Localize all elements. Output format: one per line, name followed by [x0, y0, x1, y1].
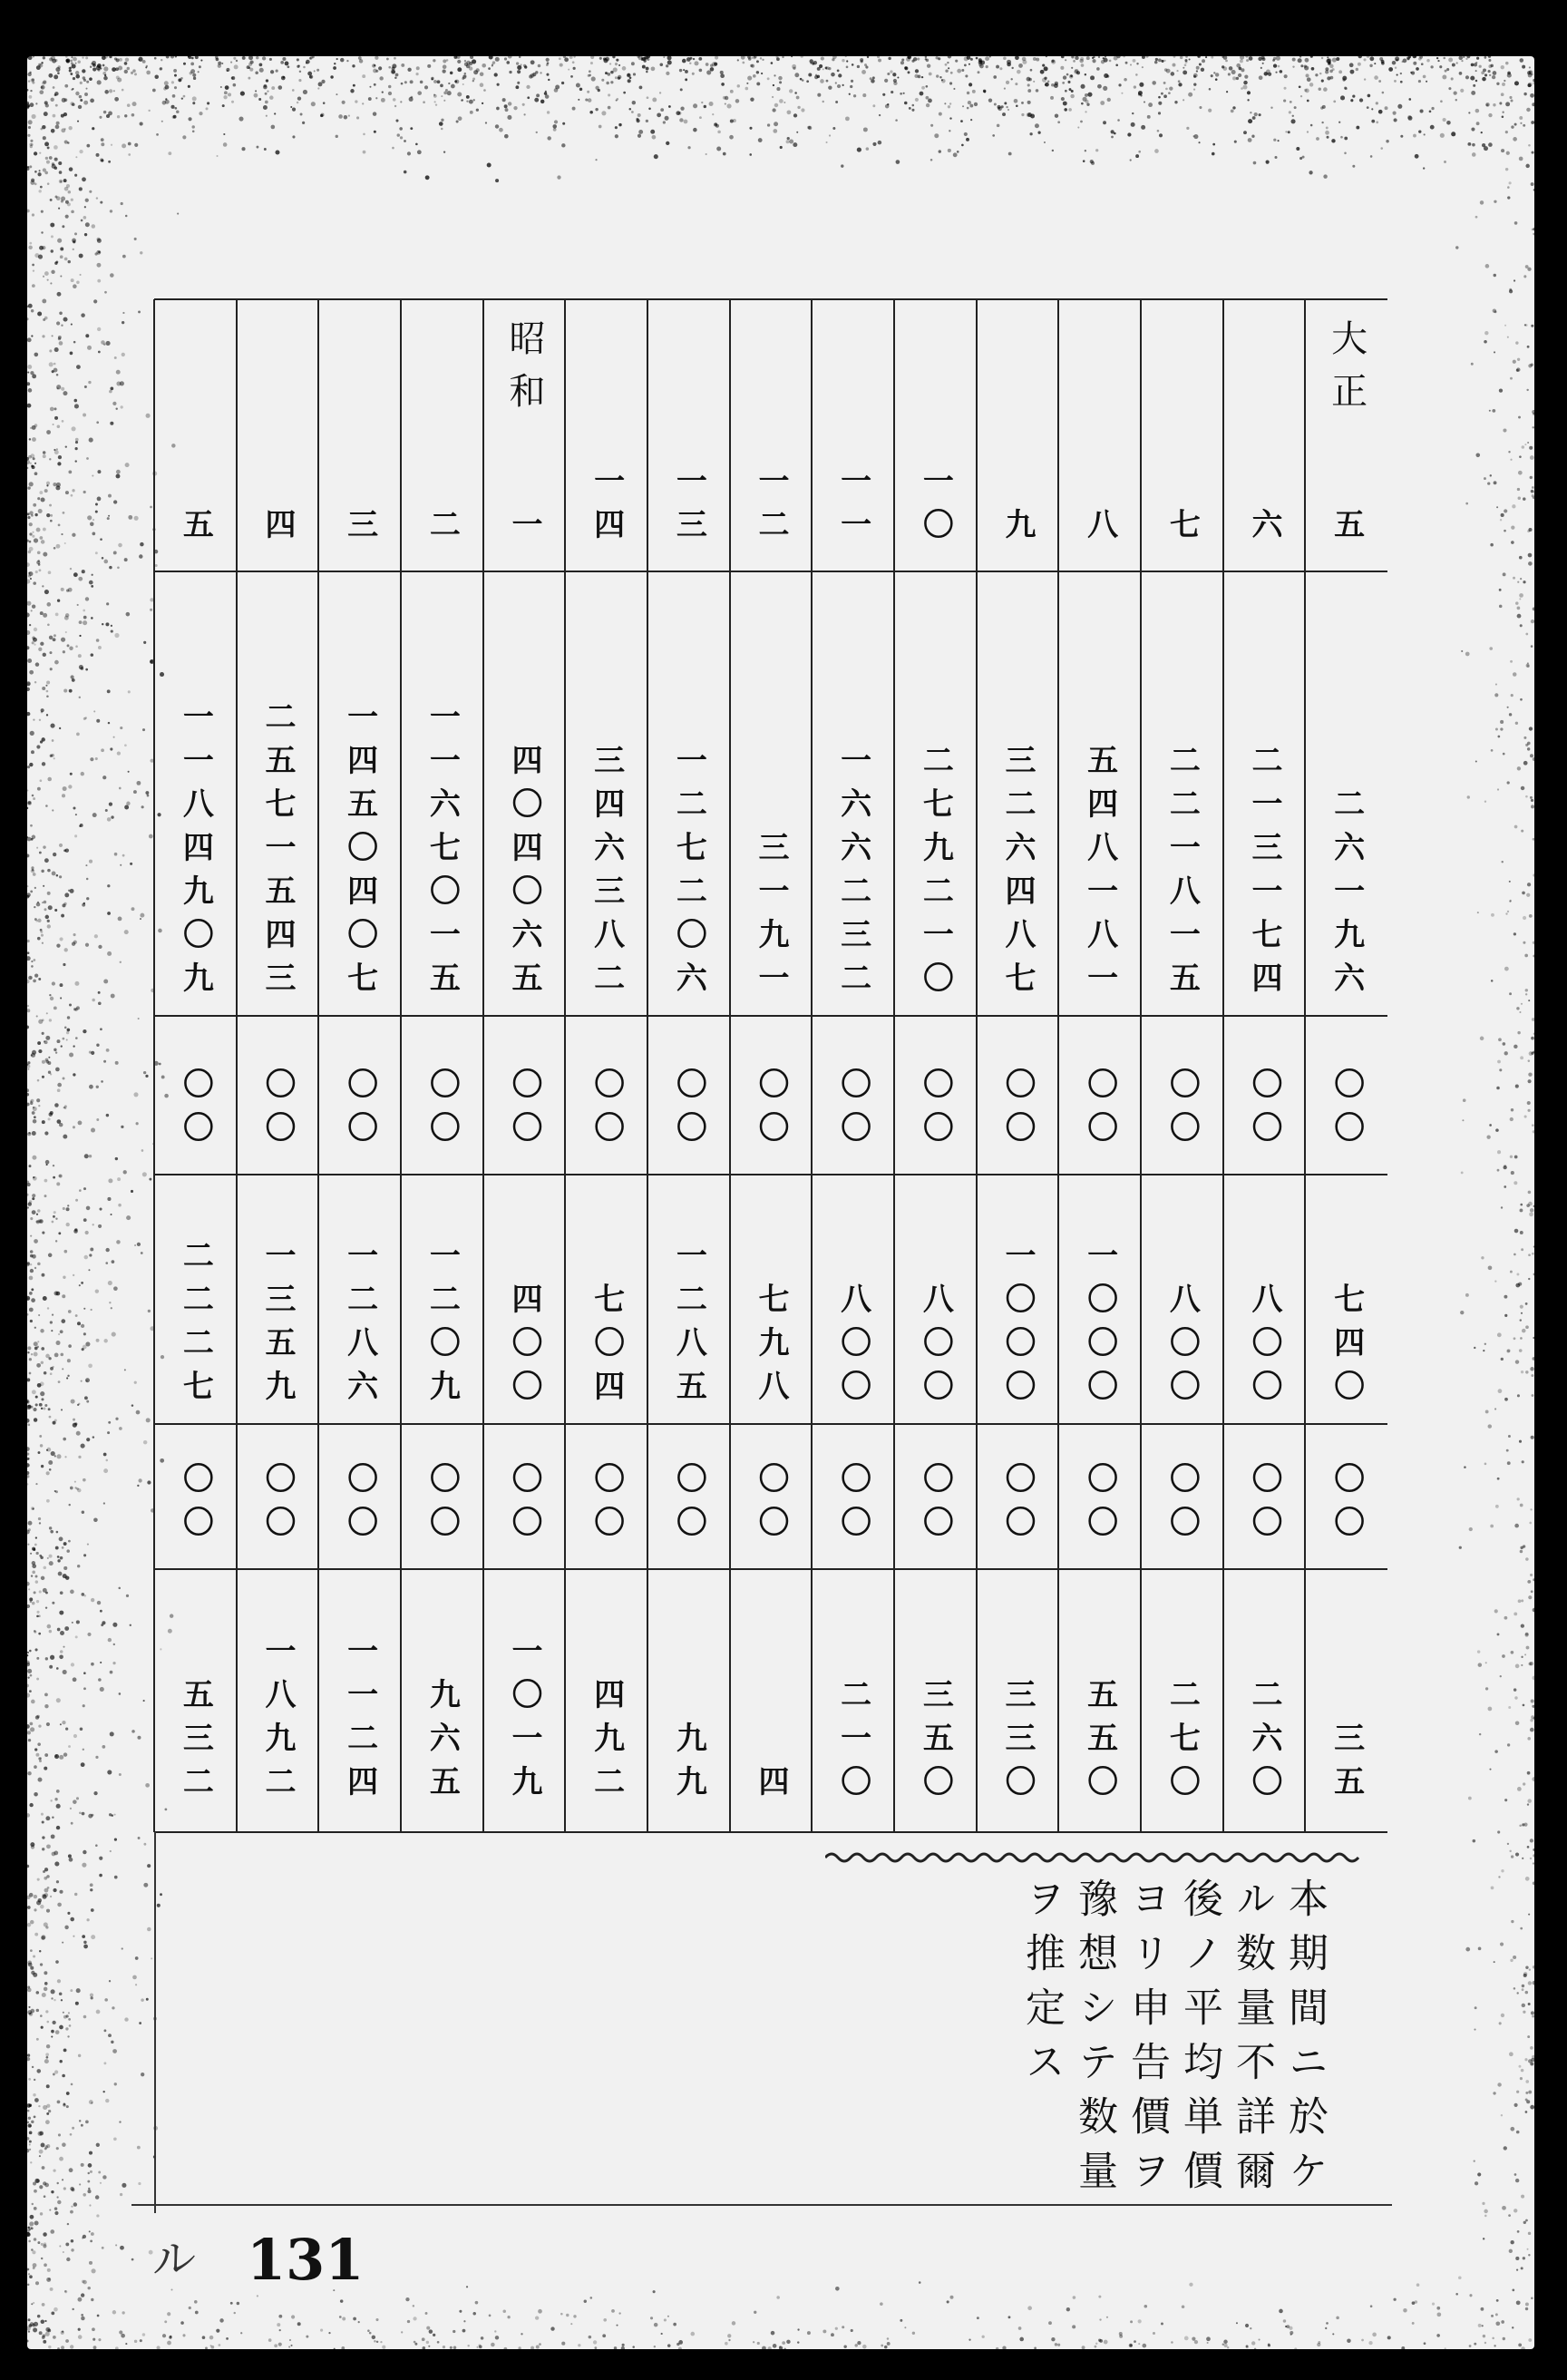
price-decimal-cell: [565, 1424, 647, 1549]
value-cell-text: 一〇一九: [505, 1634, 542, 1809]
year-cell-text: 一: [505, 508, 542, 551]
price-cell-text: 二二二七: [177, 1239, 214, 1413]
price-decimal-cell-text: 〇〇: [670, 1462, 707, 1549]
column-rule: [1304, 299, 1306, 1832]
corner-mark: ル: [152, 2234, 197, 2285]
value-cell-text: 九九: [670, 1722, 707, 1809]
value-cell-text: 九六五: [423, 1678, 461, 1809]
year-cell-text: 一四: [588, 464, 625, 551]
quantity-cell: [401, 571, 483, 1005]
quantity-decimal-cell-text: 〇〇: [998, 1068, 1036, 1155]
value-cell: [1058, 1569, 1141, 1809]
quantity-cell: [154, 571, 237, 1005]
quantity-cell: [237, 571, 319, 1005]
price-decimal-cell: [1305, 1424, 1387, 1549]
quantity-decimal-cell-text: 〇〇: [917, 1068, 954, 1155]
year-cell: [318, 299, 401, 551]
row-rule: [154, 1831, 1387, 1833]
price-decimal-cell: [812, 1424, 894, 1549]
quantity-decimal-cell-text: 〇〇: [670, 1068, 707, 1155]
quantity-decimal-cell-text: 〇〇: [423, 1068, 461, 1155]
value-cell: [1223, 1569, 1306, 1809]
price-decimal-cell: [237, 1424, 319, 1549]
price-cell: [730, 1175, 813, 1413]
price-cell-text: 八〇〇: [1163, 1283, 1201, 1413]
column-rule: [647, 299, 648, 1832]
price-cell-text: 一〇〇〇: [1081, 1239, 1118, 1413]
quantity-decimal-cell: [318, 1016, 401, 1155]
table-column: [237, 299, 319, 1832]
row-rule: [154, 1015, 1387, 1017]
quantity-decimal-cell: [647, 1016, 730, 1155]
value-cell: [977, 1569, 1059, 1809]
price-decimal-cell-text: 〇〇: [177, 1462, 214, 1549]
price-decimal-cell-text: 〇〇: [1163, 1462, 1201, 1549]
quantity-decimal-cell: [894, 1016, 977, 1155]
footnote-line: ル数量不詳爾: [1229, 1878, 1275, 2204]
year-cell: [812, 299, 894, 551]
value-cell: [647, 1569, 730, 1809]
table-column: [977, 299, 1059, 1832]
year-cell: [730, 299, 813, 551]
price-cell-text: 七〇四: [588, 1283, 625, 1413]
value-cell: [730, 1569, 813, 1809]
quantity-cell: [483, 571, 566, 1005]
footnote-line: 本期間ニ於ケ: [1281, 1878, 1328, 2204]
year-cell-text: 九: [998, 508, 1036, 551]
column-rule: [976, 299, 978, 1832]
price-cell: [565, 1175, 647, 1413]
quantity-decimal-cell: [730, 1016, 813, 1155]
price-decimal-cell-text: 〇〇: [258, 1462, 296, 1549]
price-cell-text: 八〇〇: [834, 1283, 871, 1413]
column-rule: [1057, 299, 1059, 1832]
price-cell-text: 一二八五: [670, 1239, 707, 1413]
table-column: [401, 299, 483, 1832]
quantity-decimal-cell-text: 〇〇: [1328, 1068, 1365, 1155]
quantity-decimal-cell-text: 〇〇: [505, 1068, 542, 1155]
quantity-cell-text: 二一三一七四: [1245, 744, 1282, 1005]
price-decimal-cell: [1058, 1424, 1141, 1549]
price-decimal-cell-text: 〇〇: [423, 1462, 461, 1549]
price-cell-text: 四〇〇: [505, 1283, 542, 1413]
value-cell: [237, 1569, 319, 1809]
price-cell: [894, 1175, 977, 1413]
price-cell-text: 一三五九: [258, 1239, 296, 1413]
year-cell-text: 一〇: [917, 464, 954, 551]
table-column: [1058, 299, 1141, 1832]
quantity-cell-text: 四〇四〇六五: [505, 744, 542, 1005]
year-cell: [154, 299, 237, 551]
price-decimal-cell: [1223, 1424, 1306, 1549]
column-rule: [400, 299, 402, 1832]
table-column: [154, 299, 237, 1832]
quantity-decimal-cell: [237, 1016, 319, 1155]
quantity-cell: [1305, 571, 1387, 1005]
year-cell: [1305, 299, 1387, 551]
footnote-line: 豫想シテ数量: [1071, 1878, 1117, 2204]
value-cell-text: 二六〇: [1245, 1678, 1282, 1809]
quantity-cell-text: 三一九一: [752, 831, 789, 1005]
table-column: [730, 299, 813, 1832]
year-cell: [977, 299, 1059, 551]
value-cell-text: 二七〇: [1163, 1678, 1201, 1809]
value-cell-text: 五五〇: [1081, 1678, 1118, 1809]
value-cell: [318, 1569, 401, 1809]
year-cell: [1223, 299, 1306, 551]
value-cell: [401, 1569, 483, 1809]
price-cell: [483, 1175, 566, 1413]
price-cell-text: 一〇〇〇: [998, 1239, 1036, 1413]
value-cell-text: 三五: [1328, 1722, 1365, 1809]
quantity-decimal-cell: [401, 1016, 483, 1155]
price-decimal-cell-text: 〇〇: [341, 1462, 378, 1549]
footnote-line: 後ノ平均単價: [1176, 1878, 1222, 2204]
quantity-decimal-cell: [1141, 1016, 1223, 1155]
table-column: [894, 299, 977, 1832]
quantity-decimal-cell: [1305, 1016, 1387, 1155]
footnote: [961, 1878, 1328, 2222]
quantity-cell-text: 二五七一五四三: [258, 700, 296, 1005]
quantity-cell: [647, 571, 730, 1005]
quantity-decimal-cell-text: 〇〇: [1245, 1068, 1282, 1155]
value-cell: [154, 1569, 237, 1809]
bottom-rule: [131, 2204, 1392, 2206]
year-cell: [565, 299, 647, 551]
quantity-cell: [1058, 571, 1141, 1005]
price-decimal-cell-text: 〇〇: [834, 1462, 871, 1549]
quantity-cell: [977, 571, 1059, 1005]
quantity-decimal-cell: [1223, 1016, 1306, 1155]
column-rule: [317, 299, 319, 1832]
quantity-decimal-cell-text: 〇〇: [341, 1068, 378, 1155]
table-column: [1223, 299, 1306, 1832]
quantity-cell-text: 三二六四八七: [998, 744, 1036, 1005]
row-rule: [154, 298, 1387, 300]
quantity-cell-text: 五四八一八一: [1081, 744, 1118, 1005]
quantity-cell-text: 二七九二一〇: [917, 744, 954, 1005]
quantity-cell: [1223, 571, 1306, 1005]
price-cell: [318, 1175, 401, 1413]
data-table: [154, 299, 1387, 1832]
quantity-decimal-cell: [977, 1016, 1059, 1155]
quantity-decimal-cell-text: 〇〇: [588, 1068, 625, 1155]
column-rule: [153, 299, 155, 1832]
price-cell: [977, 1175, 1059, 1413]
quantity-decimal-cell-text: 〇〇: [834, 1068, 871, 1155]
price-cell: [647, 1175, 730, 1413]
left-rule: [154, 1832, 156, 2213]
column-rule: [1222, 299, 1224, 1832]
price-cell-text: 八〇〇: [917, 1283, 954, 1413]
value-cell-text: 二一〇: [834, 1678, 871, 1809]
column-rule: [893, 299, 895, 1832]
quantity-decimal-cell: [1058, 1016, 1141, 1155]
price-decimal-cell-text: 〇〇: [917, 1462, 954, 1549]
quantity-cell: [1141, 571, 1223, 1005]
value-cell-text: 一一二四: [341, 1634, 378, 1809]
year-cell: [894, 299, 977, 551]
value-cell-text: 五三二: [177, 1678, 214, 1809]
row-rule: [154, 1174, 1387, 1175]
quantity-cell-text: 一六六二三二: [834, 744, 871, 1005]
year-cell-text: 六: [1245, 508, 1282, 551]
price-decimal-cell-text: 〇〇: [588, 1462, 625, 1549]
year-cell-text: 五: [1328, 508, 1365, 551]
quantity-cell-text: 一一六七〇一五: [423, 700, 461, 1005]
price-decimal-cell: [483, 1424, 566, 1549]
quantity-cell-text: 二二一八一五: [1163, 744, 1201, 1005]
quantity-decimal-cell-text: 〇〇: [1163, 1068, 1201, 1155]
page-number: 131: [247, 2227, 365, 2293]
wavy-divider: [825, 1848, 1360, 1867]
column-rule: [1140, 299, 1142, 1832]
table-column: [565, 299, 647, 1832]
year-cell-text: 八: [1081, 508, 1118, 551]
price-cell: [1223, 1175, 1306, 1413]
quantity-decimal-cell: [483, 1016, 566, 1155]
price-cell: [1141, 1175, 1223, 1413]
price-decimal-cell: [1141, 1424, 1223, 1549]
value-cell: [1305, 1569, 1387, 1809]
year-cell: [647, 299, 730, 551]
year-cell: [1058, 299, 1141, 551]
value-cell: [1141, 1569, 1223, 1809]
quantity-decimal-cell: [154, 1016, 237, 1155]
year-cell-text: 一一: [834, 464, 871, 551]
year-cell: [483, 299, 566, 551]
table-column: [1305, 299, 1387, 1832]
quantity-cell: [812, 571, 894, 1005]
year-cell: [237, 299, 319, 551]
price-cell: [1058, 1175, 1141, 1413]
era-label-text: 昭和: [502, 319, 545, 424]
price-decimal-cell: [401, 1424, 483, 1549]
quantity-cell-text: 二六一九六: [1328, 787, 1365, 1005]
column-rule: [236, 299, 238, 1832]
footnote-line: ヲ推定ス: [1018, 1878, 1065, 2095]
table-column: [1141, 299, 1223, 1832]
quantity-decimal-cell-text: 〇〇: [258, 1068, 296, 1155]
quantity-decimal-cell-text: 〇〇: [177, 1068, 214, 1155]
price-decimal-cell-text: 〇〇: [505, 1462, 542, 1549]
quantity-decimal-cell: [565, 1016, 647, 1155]
quantity-cell-text: 一四五〇四〇七: [341, 700, 378, 1005]
row-rule: [154, 571, 1387, 572]
price-decimal-cell-text: 〇〇: [1328, 1462, 1365, 1549]
row-rule: [154, 1568, 1387, 1570]
year-cell-text: 三: [341, 508, 378, 551]
column-rule: [729, 299, 731, 1832]
era-label-text: 大正: [1325, 319, 1367, 424]
year-cell-text: 一二: [752, 464, 789, 551]
value-cell-text: 三五〇: [917, 1678, 954, 1809]
quantity-decimal-cell-text: 〇〇: [752, 1068, 789, 1155]
price-decimal-cell-text: 〇〇: [998, 1462, 1036, 1549]
table-column: [812, 299, 894, 1832]
year-cell: [1141, 299, 1223, 551]
price-cell-text: 一二八六: [341, 1239, 378, 1413]
quantity-cell-text: 一一八四九〇九: [177, 700, 214, 1005]
value-cell-text: 三三〇: [998, 1678, 1036, 1809]
year-cell: [401, 299, 483, 551]
price-decimal-cell: [977, 1424, 1059, 1549]
table-column: [647, 299, 730, 1832]
price-cell: [154, 1175, 237, 1413]
footnote-line: ヨリ申告價ヲ: [1124, 1878, 1170, 2204]
table-column: [318, 299, 401, 1832]
price-cell: [237, 1175, 319, 1413]
price-cell-text: 七九八: [752, 1283, 789, 1413]
value-cell-text: 一八九二: [258, 1634, 296, 1809]
price-decimal-cell-text: 〇〇: [1245, 1462, 1282, 1549]
price-cell-text: 八〇〇: [1245, 1283, 1282, 1413]
price-decimal-cell-text: 〇〇: [1081, 1462, 1118, 1549]
value-cell: [894, 1569, 977, 1809]
value-cell: [565, 1569, 647, 1809]
price-decimal-cell-text: 〇〇: [752, 1462, 789, 1549]
column-rule: [564, 299, 566, 1832]
price-decimal-cell: [730, 1424, 813, 1549]
quantity-cell: [894, 571, 977, 1005]
row-rule: [154, 1423, 1387, 1425]
price-decimal-cell: [154, 1424, 237, 1549]
value-cell-text: 四: [752, 1765, 789, 1809]
table-column: [483, 299, 566, 1832]
price-cell: [1305, 1175, 1387, 1413]
price-decimal-cell: [647, 1424, 730, 1549]
column-rule: [482, 299, 484, 1832]
quantity-cell: [730, 571, 813, 1005]
quantity-cell-text: 一二七二〇六: [670, 744, 707, 1005]
quantity-cell-text: 三四六三八二: [588, 744, 625, 1005]
value-cell: [812, 1569, 894, 1809]
value-cell: [483, 1569, 566, 1809]
quantity-cell: [318, 571, 401, 1005]
year-cell-text: 一三: [670, 464, 707, 551]
price-cell: [401, 1175, 483, 1413]
year-cell-text: 五: [177, 508, 214, 551]
year-cell-text: 四: [258, 508, 296, 551]
price-decimal-cell: [894, 1424, 977, 1549]
value-cell-text: 四九二: [588, 1678, 625, 1809]
quantity-decimal-cell: [812, 1016, 894, 1155]
price-cell-text: 七四〇: [1328, 1283, 1365, 1413]
quantity-cell: [565, 571, 647, 1005]
price-cell-text: 一二〇九: [423, 1239, 461, 1413]
year-cell-text: 二: [423, 508, 461, 551]
column-rule: [811, 299, 813, 1832]
year-cell-text: 七: [1163, 508, 1201, 551]
price-decimal-cell: [318, 1424, 401, 1549]
price-cell: [812, 1175, 894, 1413]
quantity-decimal-cell-text: 〇〇: [1081, 1068, 1118, 1155]
